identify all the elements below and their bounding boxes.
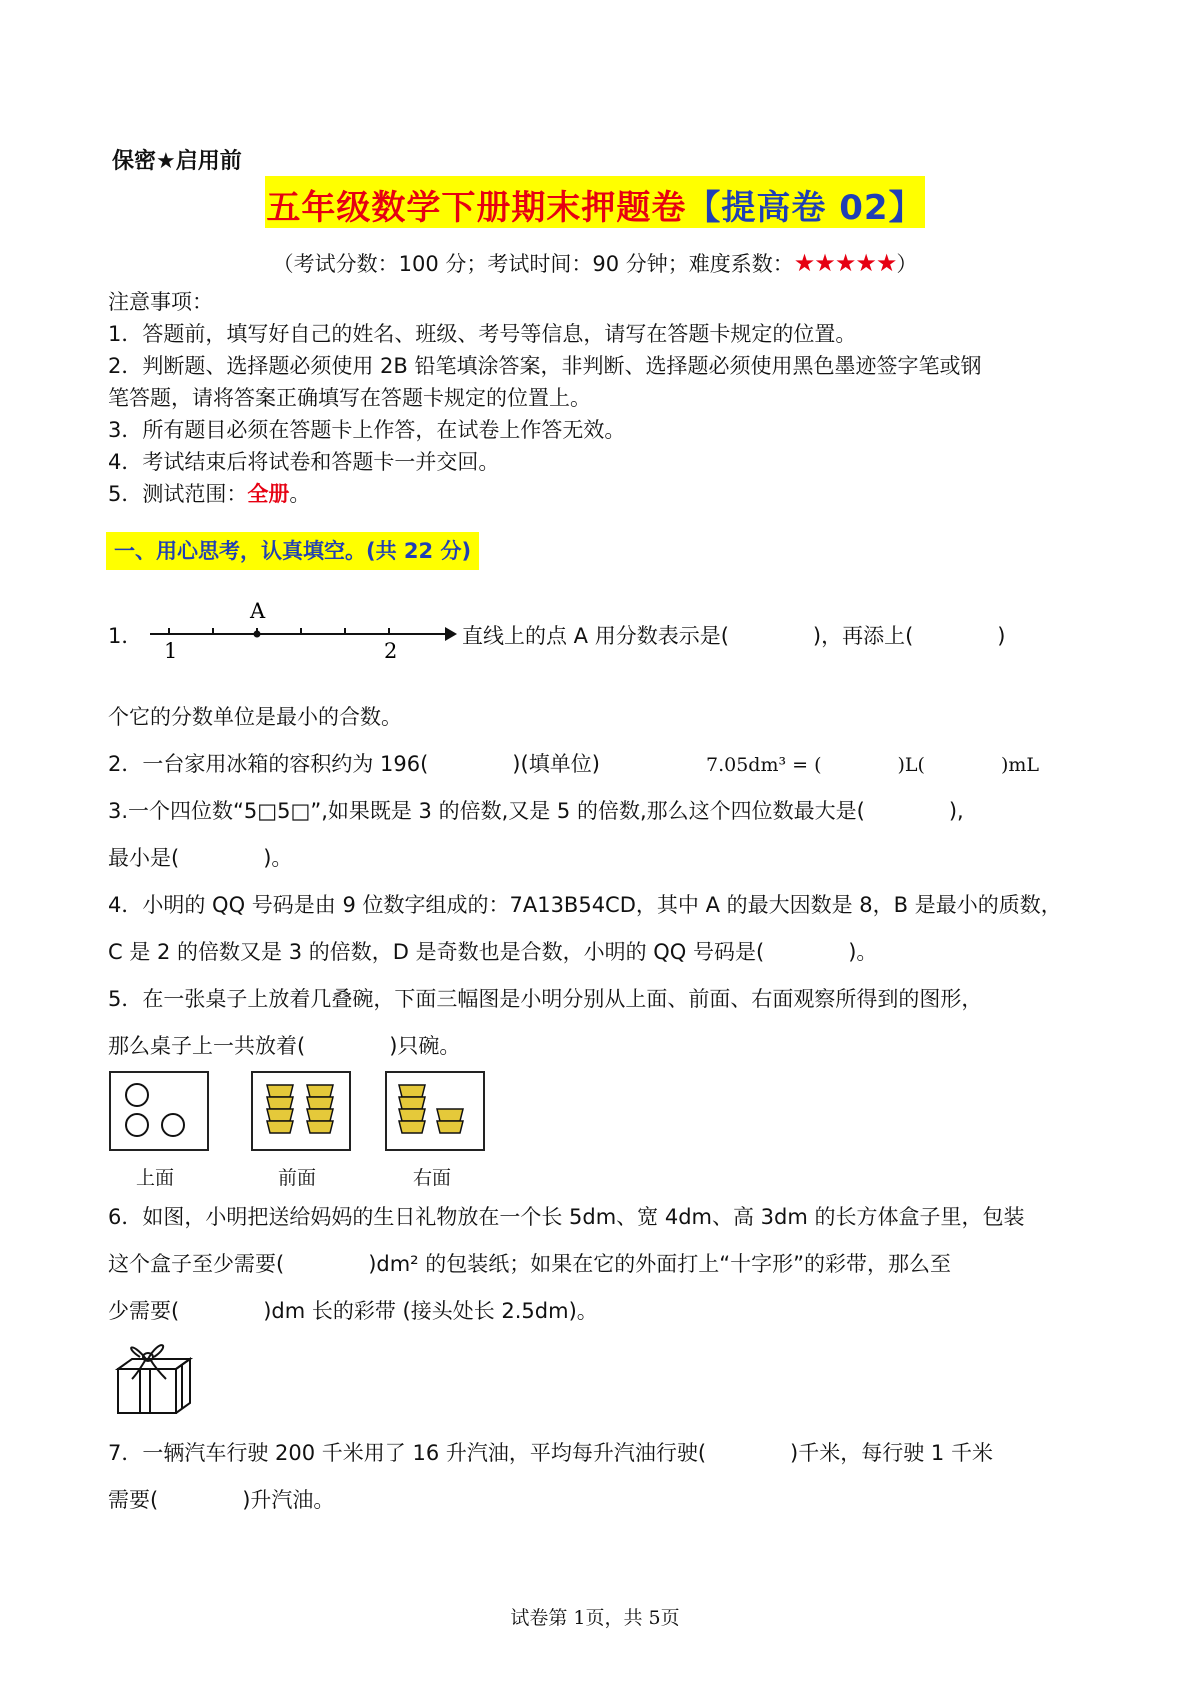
q5-continuation: 那么桌子上一共放着( )只碗。 [108, 1034, 461, 1058]
note-5 [108, 478, 310, 508]
note-5-prefix: 5．测试范围： [108, 482, 248, 506]
q6-continuation-a: 这个盒子至少需要( )dm² 的包装纸；如果在它的外面打上“十字形”的彩带，那么至 [108, 1252, 952, 1276]
q5-text: 5．在一张桌子上放着几叠碗，下面三幅图是小明分别从上面、前面、右面观察所得到的图形， [108, 987, 983, 1011]
page-footer: 试卷第 1页，共 5页 [510, 1607, 680, 1629]
number-line-figure [145, 596, 460, 666]
top-view-circles [111, 1073, 207, 1149]
note-1: 1．答题前，填写好自己的姓名、班级、考号等信息，请写在答题卡规定的位置。 [108, 322, 857, 346]
note-5-suffix: 。 [289, 482, 311, 506]
title-banner [265, 176, 925, 228]
q1-continuation: 个它的分数单位是最小的合数。 [108, 705, 402, 729]
number-line-arrow-icon [445, 627, 457, 641]
front-view-bowls [253, 1073, 349, 1149]
difficulty-stars: ★★★★★ [793, 249, 897, 277]
caption-top-view: 上面 [136, 1167, 175, 1189]
point-a-label: A [250, 599, 266, 623]
tick-label-1: 1 [164, 639, 178, 663]
note-5-scope: 全册 [247, 482, 290, 506]
exam-info-prefix: （考试分数：100 分；考试时间：90 分钟；难度系数： [272, 252, 794, 276]
q6-text: 6．如图，小明把送给妈妈的生日礼物放在一个长 5dm、宽 4dm、高 3dm 的长方体盒子里，包装 [108, 1205, 1025, 1229]
note-4: 4．考试结束后将试卷和答题卡一并交回。 [108, 450, 500, 474]
q3-text: 3.一个四位数“5□5□”,如果既是 3 的倍数,又是 5 的倍数,那么这个四位数最大是( ), [108, 799, 964, 823]
caption-right-view: 右面 [413, 1167, 452, 1189]
confidential-label: 保密★启用前 [112, 149, 242, 174]
front-view-figure [251, 1071, 351, 1151]
q2-text: 2．一台家用冰箱的容积约为 196( )(填单位) [108, 752, 600, 776]
title-tag: 【提高卷 02】 [686, 188, 924, 228]
right-view-bowls [387, 1073, 483, 1149]
q7-continuation: 需要( )升汽油。 [108, 1488, 335, 1512]
q3-continuation: 最小是( )。 [108, 846, 293, 870]
top-view-figure [109, 1071, 209, 1151]
notes-heading: 注意事项： [108, 290, 213, 314]
note-3: 3．所有题目必须在答题卡上作答，在试卷上作答无效。 [108, 418, 626, 442]
q1-text: 直线上的点 A 用分数表示是( )，再添上( ) [462, 624, 1006, 648]
section-1-title: 一、用心思考，认真填空。(共 22 分) [106, 532, 479, 570]
q2-conversion: 7.05dm³ = ( )L( )mL [706, 754, 1040, 776]
page-title [265, 180, 925, 229]
gift-box-icon [110, 1335, 196, 1417]
tick-label-2: 2 [384, 639, 398, 663]
exam-info-suffix: ） [896, 252, 918, 276]
q6-continuation-b: 少需要( )dm 长的彩带 (接头处长 2.5dm)。 [108, 1299, 598, 1323]
title-main: 五年级数学下册期末押题卷 [266, 188, 687, 228]
q1-number: 1． [108, 624, 143, 648]
q7-text: 7．一辆汽车行驶 200 千米用了 16 升汽油，平均每升汽油行驶( )千米，每行驶 1 千米 [108, 1441, 993, 1465]
caption-front-view: 前面 [278, 1167, 317, 1189]
right-view-figure [385, 1071, 485, 1151]
point-a-dot [254, 631, 261, 638]
q4-text: 4．小明的 QQ 号码是由 9 位数字组成的：7A13B54CD，其中 A 的最大因数是 8，B 是最小的质数， [108, 893, 1062, 917]
note-2a: 2．判断题、选择题必须使用 2B 铅笔填涂答案，非判断、选择题必须使用黑色墨迹签字笔或钢 [108, 354, 982, 378]
q4-continuation: C 是 2 的倍数又是 3 的倍数，D 是奇数也是合数，小明的 QQ 号码是( )。 [108, 940, 878, 964]
exam-info [0, 248, 1190, 278]
note-2b: 笔答题，请将答案正确填写在答题卡规定的位置上。 [108, 386, 591, 410]
